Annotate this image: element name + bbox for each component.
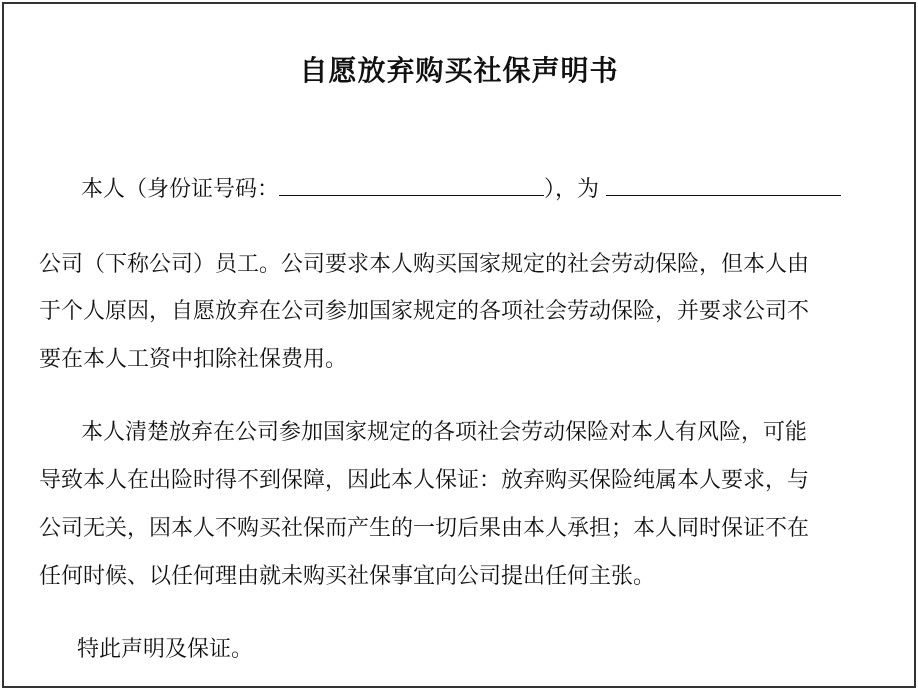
intro-middle: ），为 xyxy=(544,177,600,202)
paragraph2-line-1: 本人清楚放弃在公司参加国家规定的各项社会劳动保险对本人有风险，可能 xyxy=(81,420,808,445)
paragraph2-line-3: 公司无关，因本人不购买社保而产生的一切后果由本人承担；本人同时保证不在 xyxy=(39,516,810,541)
paragraph2-line-4: 任何时候、以任何理由就未购买社保事宜向公司提出任何主张。 xyxy=(39,564,656,589)
company-name-blank[interactable] xyxy=(606,173,841,196)
document-title: 自愿放弃购买社保声明书 xyxy=(299,54,619,87)
paragraph2-line-2: 导致本人在出险时得不到保障，因此本人保证：放弃购买保险纯属本人要求，与 xyxy=(39,468,810,493)
intro-line xyxy=(81,173,841,205)
paragraph1-line-3: 要在本人工资中扣除社保费用。 xyxy=(39,347,348,372)
closing-statement: 特此声明及保证。 xyxy=(77,637,254,662)
document-frame xyxy=(2,2,916,688)
paragraph1-line-1: 公司（下称公司）员工。公司要求本人购买国家规定的社会劳动保险，但本人由 xyxy=(39,252,810,277)
paragraph1-line-2: 于个人原因，自愿放弃在公司参加国家规定的各项社会劳动保险，并要求公司不 xyxy=(39,299,810,324)
id-number-blank[interactable] xyxy=(279,173,544,196)
intro-prefix: 本人（身份证号码： xyxy=(81,177,280,202)
